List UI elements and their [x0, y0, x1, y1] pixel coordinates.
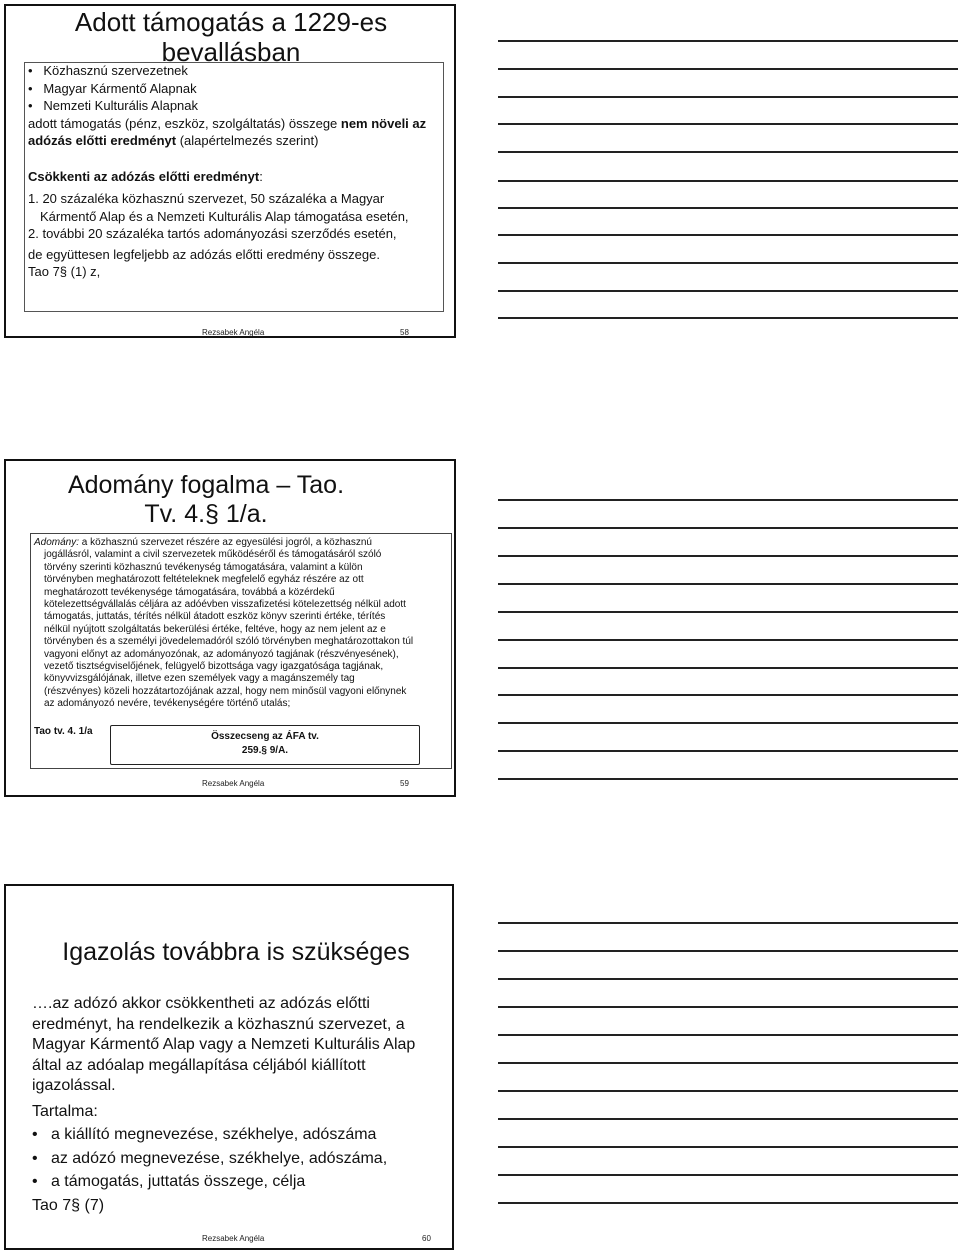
together-limit: de együttesen legfeljebb az adózás előtti eredmény összege.	[28, 246, 380, 262]
legal-reference: Tao tv. 4. 1/a	[34, 726, 93, 737]
callout-box	[110, 725, 420, 765]
slide-58	[4, 4, 456, 338]
reduce-item-1: 1. 20 százaléka közhasznú szervezet, 50 százaléka a Magyar Kármentő Alap és a Nemzeti Kulturális Alap támogatása esetén,	[28, 191, 409, 224]
slide-60	[4, 884, 454, 1250]
legal-reference: Tao 7§ (1) z,	[28, 264, 101, 279]
definition	[34, 537, 414, 711]
page-number: 60	[422, 1234, 431, 1243]
list-item: • a kiállító megnevezése, székhelye, adószáma	[32, 1126, 377, 1143]
slide-59	[4, 459, 456, 797]
page-number: 59	[400, 779, 409, 788]
support-paragraph: adott támogatás (pénz, eszköz, szolgáltatás) összege nem növeli az adózás előtti eredményt (alapértelmezés szerint)	[28, 115, 427, 148]
footer-author: Rezsabek Angéla	[202, 779, 265, 788]
slide-title: Adott támogatás a 1229-es bevallásban	[74, 7, 388, 67]
slide-content	[32, 994, 432, 1216]
page-number: 58	[400, 328, 409, 337]
slide-title: Adomány fogalma – Tao. Tv. 4.§ 1/a.	[67, 471, 345, 528]
list-item: • Közhasznú szervezetnek	[28, 63, 188, 78]
legal-reference: Tao 7§ (7)	[32, 1196, 105, 1214]
certificate-paragraph: ….az adózó akkor csökkentheti az adózás előtti eredményt, ha rendelkezik a közhasznú szervezet, a Magyar Kármentő Alap vagy a Nemzeti Kulturális Alap által az adóalap megállapítása céljából kiállított igazolással.	[32, 995, 416, 1094]
footer-author: Rezsabek Angéla	[202, 1234, 265, 1243]
definition-text: Adomány: a közhasznú szervezet részére az egyesülési jogról, a közhasznú jogállásról, valamint a civil szervezetek működéséről és támogatásáról szóló törvény szerinti közhasznú tevékenység támogatására, valamint a külön törvényben meghatározott feltételeknek megfelelő egyház részére az ott meghatározott tevékenysége támogatására, továbbá a közérdekű kötelezettségvállalás céljára az adóévben visszafizetési kötelezettség nélkül adott támogatás, juttatás, térítés nélkül átadott eszköz könyv szerinti értéke, térítés nélkül nyújtott szolgáltatás bekerülési értéke, feltéve, hogy az nem jelent az e törvényben és a személyi jövedelemadóról szóló törvényben meghatározottakon túl vagyoni előnyt az adományozónak, az adományozó tagjának (részvényesének), vezető tisztségviselőjének, felügyelő bizottsága vagy igazgatósága tagjának, könyvvizsgálójának, illetve ezen személyek vagy a magánszemély tag (részvényes) közeli hozzátartozójának azzal, hogy nem minősül vagyoni előnynek az adományozó nevére, tevékenységére történő utalás;	[34, 537, 414, 710]
list-item: • a támogatás, juttatás összege, célja	[32, 1173, 306, 1190]
slide-content	[28, 62, 442, 281]
list-item: • Magyar Kármentő Alapnak	[28, 80, 197, 96]
list-item: • Nemzeti Kulturális Alapnak	[28, 98, 199, 113]
recipient-list	[28, 62, 442, 115]
content-heading: Tartalma:	[32, 1102, 98, 1120]
content-list	[32, 1125, 432, 1193]
list-item: • az adózó megnevezése, székhelye, adószáma,	[32, 1149, 388, 1167]
footer-author: Rezsabek Angéla	[202, 328, 265, 337]
slide-title: Igazolás továbbra is szükséges	[62, 938, 410, 966]
callout-text: Összecseng az ÁFA tv. 259.§ 9/A.	[211, 731, 319, 756]
reduce-heading: Csökkenti az adózás előtti eredményt:	[28, 168, 263, 184]
reduce-item-2: 2. további 20 százaléka tartós adományozási szerződés esetén,	[28, 226, 397, 241]
